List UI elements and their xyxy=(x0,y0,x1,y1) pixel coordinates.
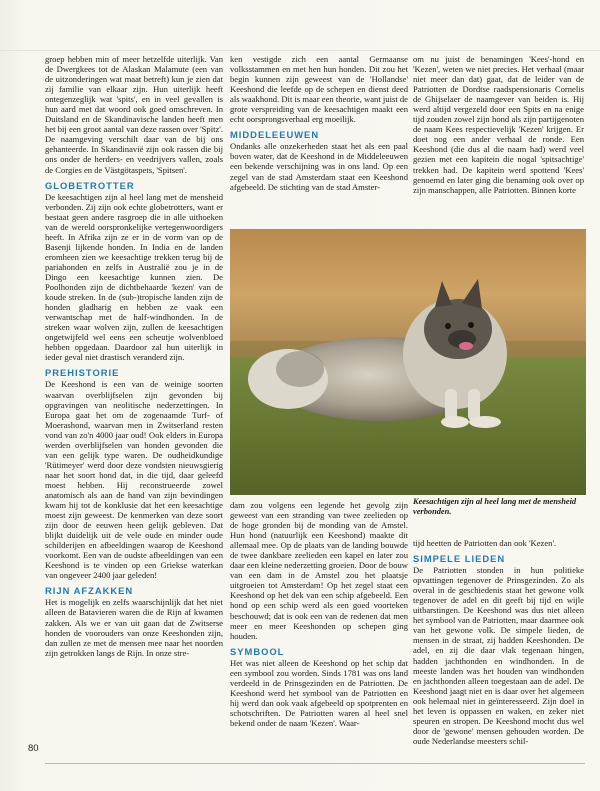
paragraph: Ondanks alle onzekerheden staat het als een paal boven water, dat de Keeshond in de Middeleeuwen een bekende verschijning was in ons land. Op een zegel van de stad Amsterdam staat een Keeshond afgebeeld. De stichting van de stad Amster- xyxy=(230,141,408,192)
top-edge xyxy=(0,50,600,51)
section-heading-simpele-lieden: SIMPELE LIEDEN xyxy=(413,553,506,565)
keeshond-illustration xyxy=(230,229,586,495)
photo-caption: Keesachtigen zijn al heel lang met de mensheid verbonden. xyxy=(413,497,577,516)
section-heading-symbool: SYMBOOL xyxy=(230,645,285,657)
paragraph: Het is mogelijk en zelfs waarschijnlijk dat het niet alleen de Batavieren waren die de Rijn af kwamen zakken. Als we er van uit gaan dat de Zwitserse honden de voorouders van onze Keeshonden zijn, dan zullen ze met de mensen mee naar het noorden zijn getrokken langs de Rijn. In onze stre- xyxy=(45,597,223,658)
paragraph: dam zou volgens een legende het gevolg zijn geweest van een stranding van twee zeelieden op de hoge gronden bij de monding van de Amstel. Hun hond (natuurlijk een Keeshond) maakte dit allemaal mee. Op de plaats van de landing bouwde de twee dankbare zeelieden een kapel en later zou daar een kleine nederzetting groeien. Door de bouw van een dam in de Amstel zou het plaatsje uitgroeien tot Amsterdam! Op het zegel staat een Keeshond op het dek van een schip afgebeeld. Een hond op een schip werd als een goed voorteken beschouwd; dat is ook een van de redenen dat men meer en meer Keeshonden op schepen ging houden. xyxy=(230,500,408,641)
column-3-bottom xyxy=(413,538,584,768)
paragraph: De Keeshond is een van de weinige soorten waarvan overblijfselen zijn gevonden bij opgravingen van neolitische nederzettingen. In Europa gaat het om de zogenaamde Turf- of Moerashond, waarvan men in Zwitserland resten vond van zo'n 4000 jaar oud! Ook elders in Europa werden overblijfselen van honden gevonden die van een gelijk type waren. De oudheidkundige 'Rütimeyer' werd door deze vondsten nieuwsgierig naar het soort hond dat, in die tijd, daar geleefd moest hebben. Hij reconstrueerde zowel anatomisch als aan de hand van zijn bevindingen kwam hij tot de konklusie dat het een keesachtige moest zijn geweest. De kenmerken van deze soort zijn door de eeuwen heen gelijk gebleven. Dat blijkt duidelijk uit de vele oude en minder oude schilderijen en afbeeldingen waarop de Keeshond voorkomt. Een van de oudste afbeeldingen van een Keeshond is te vinden op een Griekse waterkan van ongeveer 2400 jaar geleden! xyxy=(45,379,223,581)
section-heading-prehistorie: PREHISTORIE xyxy=(45,367,120,379)
paragraph: tijd heetten de Patriotten dan ook 'Kezen'. xyxy=(413,538,557,548)
paragraph: groep hebben min of meer hetzelfde uiterlijk. Van de Dwergkees tot de Alaskan Malamute (een van de uitzonderingen wat maat betreft) kun je zien dat zij familie van elkaar zijn. Hun uiterlijk heeft ontegenzeglijk wat 'spits', en in veel gevallen is hun aard met dat woord ook goed omschreven. In Duitsland en de Skandinavische landen heeft men het bij een groot aantal van deze rassen over 'Spitz'. De naamgeving verschilt daar van de bij ons gehanteerde. In Skandinavië zijn ook rassen die bij ons onder de herders- en veedrijvers vallen, zoals de Corgies en de Västgötaspets, 'Spitsen'. xyxy=(45,54,223,175)
section-heading-middeleeuwen: MIDDELEEUWEN xyxy=(230,129,320,141)
paragraph: om nu juist de benamingen 'Kees'-hond en 'Kezen', weten we niet precies. Het verhaal (maar niet meer dan dat) gaat, dat de leider van de Patriotten de Dordtse raadspensionaris Cornelis de Ghijselaer de naamgever van beiden is. Hij werd altijd vergezeld door een Spits en na enige tijd zouden zowel zijn hond als zijn partijgenoten de naam Kees respectievelijk 'Kezen' krijgen. Er doet nog een ander verhaal de ronde. Een Keeshond (die dus al die naam had) werd veel gezien met een kapitein die nogal 'spitsachtige' trekken had. De kapitein werd spottend 'Kees' genoemd en later ging die benaming ook over op zijn manschappen, alle Patriotten. Binnen korte xyxy=(413,54,584,195)
section-heading-globetrotter: GLOBETROTTER xyxy=(45,179,135,191)
column-1 xyxy=(45,54,223,754)
bottom-rule xyxy=(45,763,585,764)
paragraph: De Patriotten stonden in hun politieke opvattingen tegenover de Prinsgezinden. Zo als overal in de geschiedenis staat het gewone volk tegenover de adel en dit geeft bij tijd en wijle uitbarstingen. De Keeshond was dus niet alleen het symbool van de Patriotten, maar daarmee ook van het gewone volk. De simpele lieden, de mensen in de straat, zij hadden Keeshonden. De adel, en zij die daar vlak tegenaan hingen, hadden jachthonden en windhonden. In de meeste landen was het houden van windhonden en jachthonden alleen toegestaan aan de adel. De Keeshond jaagt niet en is daar over het algemeen ook helemaal niet in geïnteresseerd. Zijn doel in het leven is oppassen en waken, en zeker niet speuren en stropen. De Keeshond mocht dus wel door de 'gewone' mensen gehouden worden. De oude Nederlandse meesters schil- xyxy=(413,565,584,746)
keeshond-photo xyxy=(230,229,586,495)
paragraph: ken vestigde zich een aantal Germaanse volksstammen en met hen hun honden. Dit zou het begin kunnen zijn geweest van de 'Hollandse' Keeshond die leefde op de schepen en dienst deed als waakhond. Dit is maar een theorie, want juist de grote verspreiding van de keesachtigen maakt een echt oorsprongsverhaal erg moeilijk. xyxy=(230,54,408,125)
column-2-bottom xyxy=(230,500,408,770)
column-3-top xyxy=(413,54,584,224)
section-heading-rijn-afzakken: RIJN AFZAKKEN xyxy=(45,585,134,597)
page-number: 80 xyxy=(28,743,39,754)
paragraph: Het was niet alleen de Keeshond op het schip dat een symbool zou worden. Sinds 1781 was ons land verdeeld in de Prinsgezinden en de Patriotten. De Keeshond werd het symbool van de Patriotten en hij werd dan ook vaak afgebeeld op spotprenten en schotschriften. De Patriotten waren al heel snel bekend onder de naam 'Kezen'. Waar- xyxy=(230,657,408,728)
column-2-top xyxy=(230,54,408,224)
paragraph: De keesachtigen zijn al heel lang met de mensheid verbonden. Zij zijn ook echte globetrotters, want er bestaat geen andere rasgroep die in alle uithoeken van de wereld oorspronkelijke vertegenwoordigers heeft. In Afrika zijn ze er in de vorm van op de Basenji lijkende honden. In India en de landen eromheen zien we keesachtige trekken terug bij de pariahonden en zelfs in Australië zou je in de Dingo een keesachtige kunnen zien. De Poolhonden zijn de dichtbehaarde 'kezen' van de koude streken. In de (sub-)tropische landen zijn de honden gladharig en hebben ze vaak een verwantschap met de half-windhonden. In de streken waar wolven zijn, zullen de keesachtigen ongetwijfeld wel eens een scheutje wolvenbloed hebben opgedaan. Daardoor zal hun uiterlijk in ieder geval niet drastisch veranderd zijn. xyxy=(45,191,223,363)
